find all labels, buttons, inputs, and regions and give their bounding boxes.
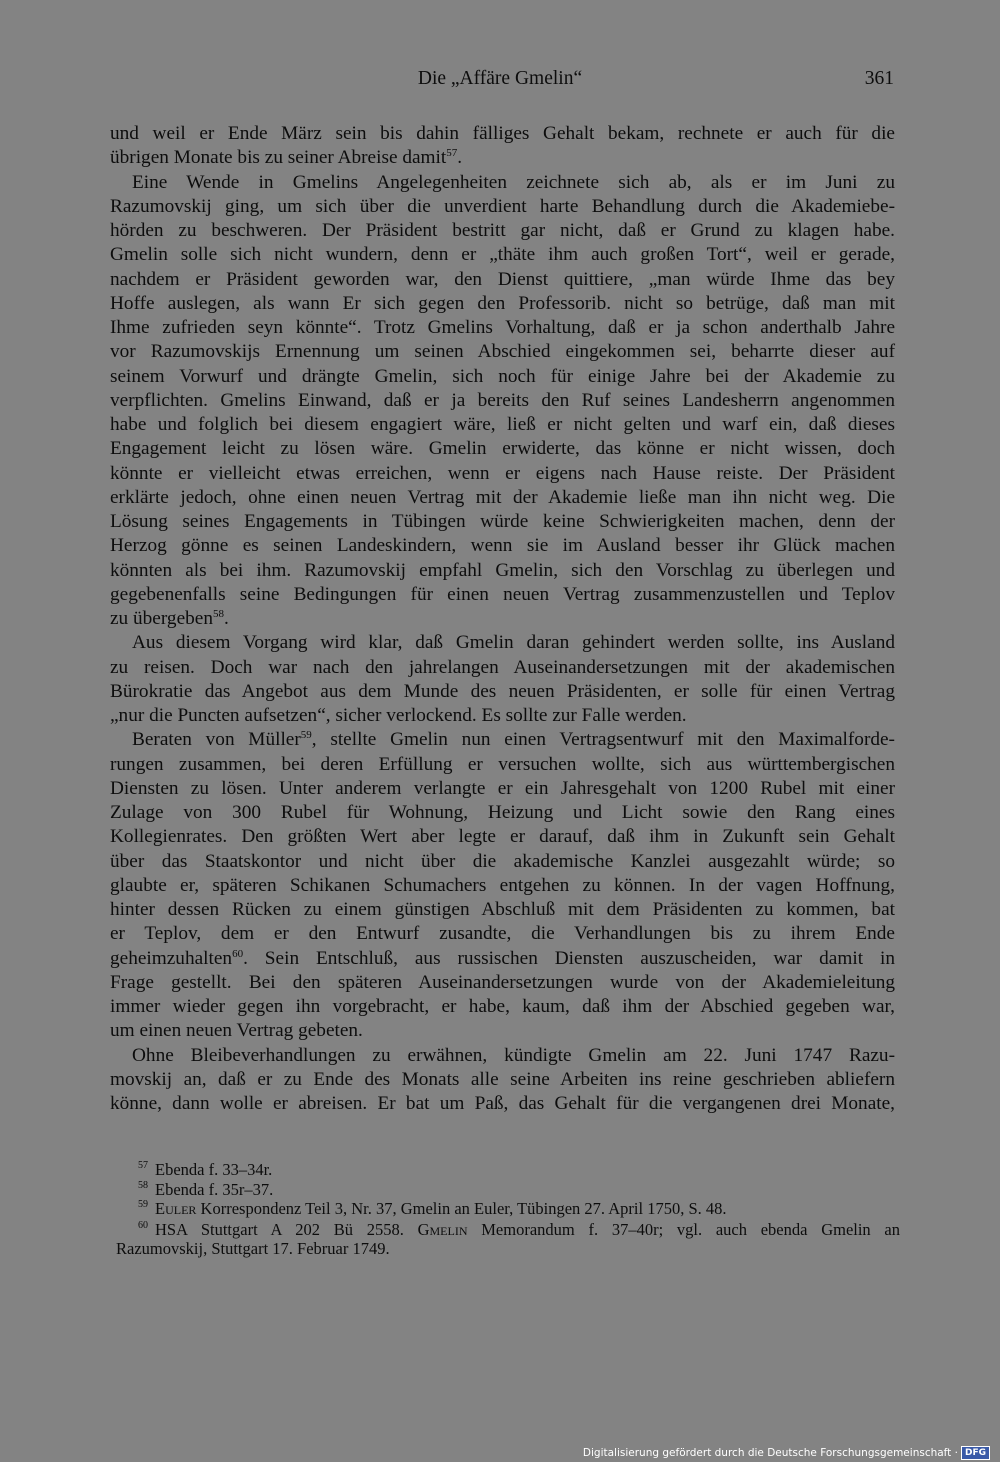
text-line <box>110 486 895 510</box>
text-line <box>110 316 895 340</box>
footnote-ref: 57 <box>446 147 458 160</box>
text-run: seinem Vorwurf und drängte Gmelin, sich noch für einige Jahre bei der Akademie zu <box>110 365 895 387</box>
footnote-ref: 59 <box>300 729 312 742</box>
text-line <box>110 365 895 389</box>
text-line <box>110 268 895 292</box>
text-run: und weil er Ende März sein bis dahin fälliges Gehalt bekam, rechnete er auch für die <box>110 123 895 144</box>
footnote-line <box>138 1220 900 1239</box>
text-run: „nur die Puncten aufsetzen“, sicher verlockend. Es sollte zur Falle werden. <box>110 705 687 726</box>
text-run: Frage gestellt. Bei den späteren Auseinandersetzungen wurde von der Akademieleitung <box>110 971 895 993</box>
text-run: hörden zu beschweren. Der Präsident bestritt gar nicht, daß er Grund zu klagen habe. <box>110 220 895 241</box>
text-line <box>110 462 895 486</box>
text-run: Kollegienrates. Den größten Wert aber legte er darauf, daß ihm in Zukunft sein Gehalt <box>110 826 895 848</box>
running-header-title: Die „Affäre Gmelin“ <box>417 68 583 89</box>
page-number: 361 <box>864 68 894 89</box>
text-line <box>132 1044 895 1068</box>
text-run: vor Razumovskijs Ernennung um seinen Abschied eingekommen sei, beharrte dieser auf <box>110 341 895 363</box>
text-line <box>110 559 895 583</box>
text-run: Ihme zufrieden seyn könnte“. Trotz Gmelins Vorhaltung, daß er ja schon anderthalb Jahre <box>110 317 895 338</box>
text-run: Eine Wende in Gmelins Angelegenheiten zeichnete sich ab, als er im Juni zu <box>132 171 895 193</box>
footnote-number: 57 <box>138 1160 148 1171</box>
text-run: rungen zusammen, bei deren Erfüllung er versuchen wollte, sich aus württembergischen <box>110 753 895 775</box>
text-run: übrigen Monate bis zu seiner Abreise damit <box>110 147 447 169</box>
text-line <box>110 656 895 680</box>
author-name: Gmelin <box>417 1220 468 1239</box>
text-run: verpflichten. Gmelins Einwand, daß er ja bereits den Ruf seines Landesherrn angenommen <box>110 389 895 411</box>
text-run: Aus diesem Vorgang wird klar, daß Gmelin daran gehindert werden sollte, ins Ausland <box>132 632 895 654</box>
text-run: zu reisen. Doch war nach den jahrelangen Auseinandersetzungen mit der akademischen <box>110 656 895 678</box>
footnote-ref: 58 <box>212 608 224 620</box>
text-line <box>110 413 895 437</box>
text-run: Ebenda f. 33–34r. <box>155 1160 273 1179</box>
text-line <box>110 340 895 364</box>
text-line <box>110 995 895 1019</box>
text-line <box>110 1092 895 1116</box>
text-run: . <box>457 147 463 169</box>
text-line <box>110 243 895 267</box>
text-run: könne, dann wolle er abreisen. Er bat um Paß, das Gehalt für die vergangenen drei Monate, <box>110 1093 895 1114</box>
text-line <box>110 825 895 849</box>
footer-credit-text: Digitalisierung gefördert durch die Deutsche Forschungsgemeinschaft · <box>582 1447 958 1459</box>
text-line <box>110 146 895 170</box>
text-line <box>110 534 895 558</box>
text-line <box>110 122 895 146</box>
text-line <box>110 850 895 874</box>
text-line <box>110 1068 895 1092</box>
text-run: Razumovskij, Stuttgart 17. Februar 1749. <box>116 1239 390 1258</box>
text-line <box>110 607 895 631</box>
text-line <box>110 680 895 704</box>
author-name: Euler <box>155 1199 197 1218</box>
text-line <box>110 583 895 607</box>
footnote-number: 60 <box>138 1220 148 1231</box>
text-line <box>110 971 895 995</box>
text-line <box>110 753 895 777</box>
text-run: Ebenda f. 35r–37. <box>155 1180 274 1199</box>
text-run: Beraten von Müller <box>132 729 301 751</box>
text-run: Engagement leicht zu lösen wäre. Gmelin erwiderte, das könne er nicht wissen, doch <box>110 438 895 460</box>
text-run: . <box>223 608 229 629</box>
text-line <box>110 922 895 946</box>
text-run: . Sein Entschluß, aus russischen Diensten auszuscheiden, war damit in <box>243 947 895 969</box>
text-run: hinter dessen Rücken zu einem günstigen Abschluß mit dem Präsidenten zu kommen, bat <box>110 899 895 920</box>
text-run: Bürokratie das Angebot aus dem Munde des neuen Präsidenten, er solle für einen Vertrag <box>110 680 895 702</box>
text-line <box>132 728 895 752</box>
footnote-line <box>138 1199 900 1218</box>
text-run: , stellte Gmelin nun einen Vertragsentwurf mit den Maximalforde- <box>311 729 895 751</box>
text-line <box>110 1019 895 1043</box>
text-run: Gmelin solle sich nicht wundern, denn er „thäte ihm auch großen Tort“, weil er gerade, <box>110 244 895 266</box>
text-run: Diensten zu lösen. Unter anderem verlangte er ein Jahresgehalt von 1200 Rubel mit einer <box>110 777 895 799</box>
text-run: Lösung seines Engagements in Tübingen würde keine Schwierigkeiten machen, denn der <box>110 511 895 532</box>
text-run: Memorandum f. 37–40r; vgl. auch ebenda Gmelin an <box>467 1220 900 1239</box>
text-line <box>110 777 895 801</box>
text-run: gegebenenfalls seine Bedingungen für einen neuen Vertrag zusammenzustellen und Teplov <box>110 583 895 605</box>
text-line <box>110 389 895 413</box>
text-run: Hoffe auslegen, als wann Er sich gegen den Professorib. nicht so betrüge, daß man mit <box>110 292 895 314</box>
footnote-line <box>138 1160 900 1179</box>
text-run: movskij an, daß er zu Ende des Monats alle seine Arbeiten ins reine geschrieben abliefern <box>110 1068 895 1090</box>
footnote-number: 58 <box>138 1180 148 1191</box>
text-run: habe und folglich bei diesem engagiert wäre, ließ er nicht gelten und warf ein, daß dieses <box>110 414 895 435</box>
text-line <box>110 801 895 825</box>
text-line <box>110 195 895 219</box>
text-line <box>110 437 895 461</box>
text-line <box>110 292 895 316</box>
text-run: könnten als bei ihm. Razumovskij empfahl Gmelin, sich den Vorschlag zu überlegen und <box>110 559 895 581</box>
text-line <box>110 704 895 728</box>
text-run: über das Staatskontor und nicht über die akademische Kanzlei ausgezahlt würde; so <box>110 850 895 872</box>
text-run: nachdem er Präsident geworden war, den Dienst quittiere, „man würde Ihme das bey <box>110 268 895 290</box>
dfg-logo-icon: DFG <box>961 1446 990 1460</box>
text-run: Razumovskij ging, um sich über die unverdient harte Behandlung durch die Akademiebe- <box>110 195 895 217</box>
text-run: zu übergeben <box>110 608 213 629</box>
text-run: er Teplov, dem er den Entwurf zusandte, die Verhandlungen bis zu ihrem Ende <box>110 923 895 945</box>
text-run: geheimzuhalten <box>110 947 233 969</box>
digitization-credit <box>583 1446 990 1460</box>
text-line <box>110 874 895 898</box>
text-run: Zulage von 300 Rubel für Wohnung, Heizung und Licht sowie den Rang eines <box>110 802 895 823</box>
text-line <box>110 219 895 243</box>
footnote-ref: 60 <box>232 947 244 960</box>
text-run: Ohne Bleibeverhandlungen zu erwähnen, kündigte Gmelin am 22. Juni 1747 Razu- <box>132 1044 895 1066</box>
text-line <box>110 510 895 534</box>
text-run: Herzog gönne es seinen Landeskindern, wenn sie im Ausland besser ihr Glück machen <box>110 535 895 557</box>
text-run: immer wieder gegen ihn vorgebracht, er habe, kaum, daß ihm der Abschied gegeben war, <box>110 996 895 1017</box>
text-line <box>132 631 895 655</box>
text-run: könnte er vielleicht etwas erreichen, wenn er eigens nach Hause reiste. Der Präsident <box>110 462 895 484</box>
text-line <box>132 171 895 195</box>
text-run: Korrespondenz Teil 3, Nr. 37, Gmelin an Euler, Tübingen 27. April 1750, S. 48. <box>196 1199 727 1218</box>
footnote-line <box>138 1180 900 1199</box>
text-run: glaubte er, späteren Schikanen Schumachers entgehen zu können. In der vagen Hoffnung, <box>110 874 895 896</box>
footnote-line <box>116 1239 900 1258</box>
text-run: erklärte jedoch, ohne einen neuen Vertrag mit der Akademie ließe man ihn nicht weg. Die <box>110 486 895 508</box>
text-line <box>110 947 895 971</box>
footnote-number: 59 <box>138 1199 148 1210</box>
text-line <box>110 898 895 922</box>
text-run: HSA Stuttgart A 202 Bü 2558. <box>155 1220 418 1239</box>
text-run: um einen neuen Vertrag gebeten. <box>110 1020 363 1042</box>
